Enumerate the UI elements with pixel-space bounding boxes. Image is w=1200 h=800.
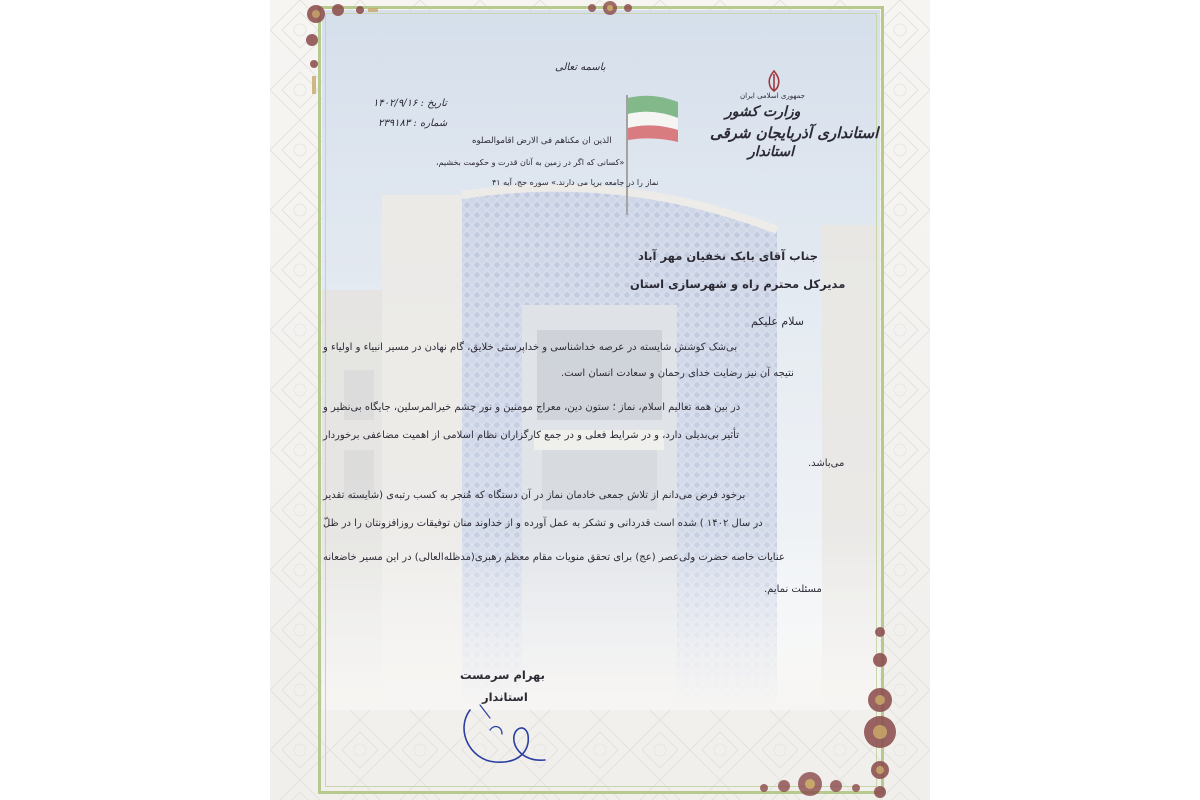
iran-emblem-icon [764, 70, 784, 92]
date-field: تاریخ : ۱۴۰۲/۹/۱۶ [373, 98, 447, 109]
republic-label: جمهوری اسلامی ایران [740, 92, 805, 100]
bismillah: باسمه تعالی [555, 62, 606, 73]
body-line: می‌باشد. [808, 458, 845, 469]
body-line: برخود فرض می‌دانم از تلاش جمعی خادمان نماز در آن دستگاه که مُنجر به کسب رتبه‌ی (شایسته تقدیر [323, 490, 746, 501]
recipient-name: جناب آقای بابک نخفیان مهر آباد [638, 249, 818, 263]
ministry-label: وزارت کشور [725, 104, 801, 120]
number-field: شماره : ۲۳۹۱۸۳ [378, 118, 448, 129]
province-office-label: استانداری آذربایجان شرقی [710, 124, 879, 142]
body-line: عنایات خاصه حضرت ولی‌عصر (عج) برای تحقق منویات مقام معظم رهبری(مدظله‌العالی) در این مسیر خاضعانه [323, 552, 785, 563]
signatory-name: بهرام سرمست [460, 668, 545, 682]
body-line: بی‌شک کوشش شایسته در عرصه خداشناسی و خداپرستی خلایق، گام نهادن در مسیر انبیاء و اولیاء و [323, 342, 738, 353]
verse-line-2: نماز را در جامعه برپا می دارند.» سوره حج، آیه ۴۱ [492, 178, 659, 187]
recipient-title: مدیرکل محترم راه و شهرسازی استان [630, 277, 846, 291]
body-line: مسئلت نمایم. [764, 584, 822, 595]
verse-arabic: الذین ان مکناهم فی الارض اقاموالصلوه [472, 136, 612, 146]
body-line: در سال ۱۴۰۲ ) شده است قدردانی و تشکر به عمل آورده و از خداوند منان توفیقات روزافزونتان را در ظلّ [323, 518, 763, 529]
letter-sheet [270, 0, 930, 800]
ornament-top-center [570, 0, 650, 20]
greeting: سلام علیکم [751, 315, 805, 328]
governor-office-label: استاندار [748, 144, 795, 160]
signatory-title: استاندار [482, 690, 528, 704]
ornament-top-left [298, 0, 378, 100]
body-line: تأثیر بی‌بدیلی دارد، و در شرایط فعلی و در جمع کارگزاران نظام اسلامی از اهمیت مضاعفی برخوردار [323, 430, 739, 441]
handwritten-signature [450, 690, 570, 780]
body-line: نتیجه آن نیز رضایت خدای رحمان و سعادت انسان است. [561, 368, 794, 379]
verse-line-1: «کسانی که اگر در زمین به آنان قدرت و حکومت بخشیم، [436, 158, 625, 167]
body-line: در بین همه تعالیم اسلام، نماز ؛ ستون دین، معراج مومنین و نور چشم خیرالمرسلین، جایگاه بی‌نظیر و [323, 402, 741, 413]
ornament-bottom [750, 766, 870, 800]
